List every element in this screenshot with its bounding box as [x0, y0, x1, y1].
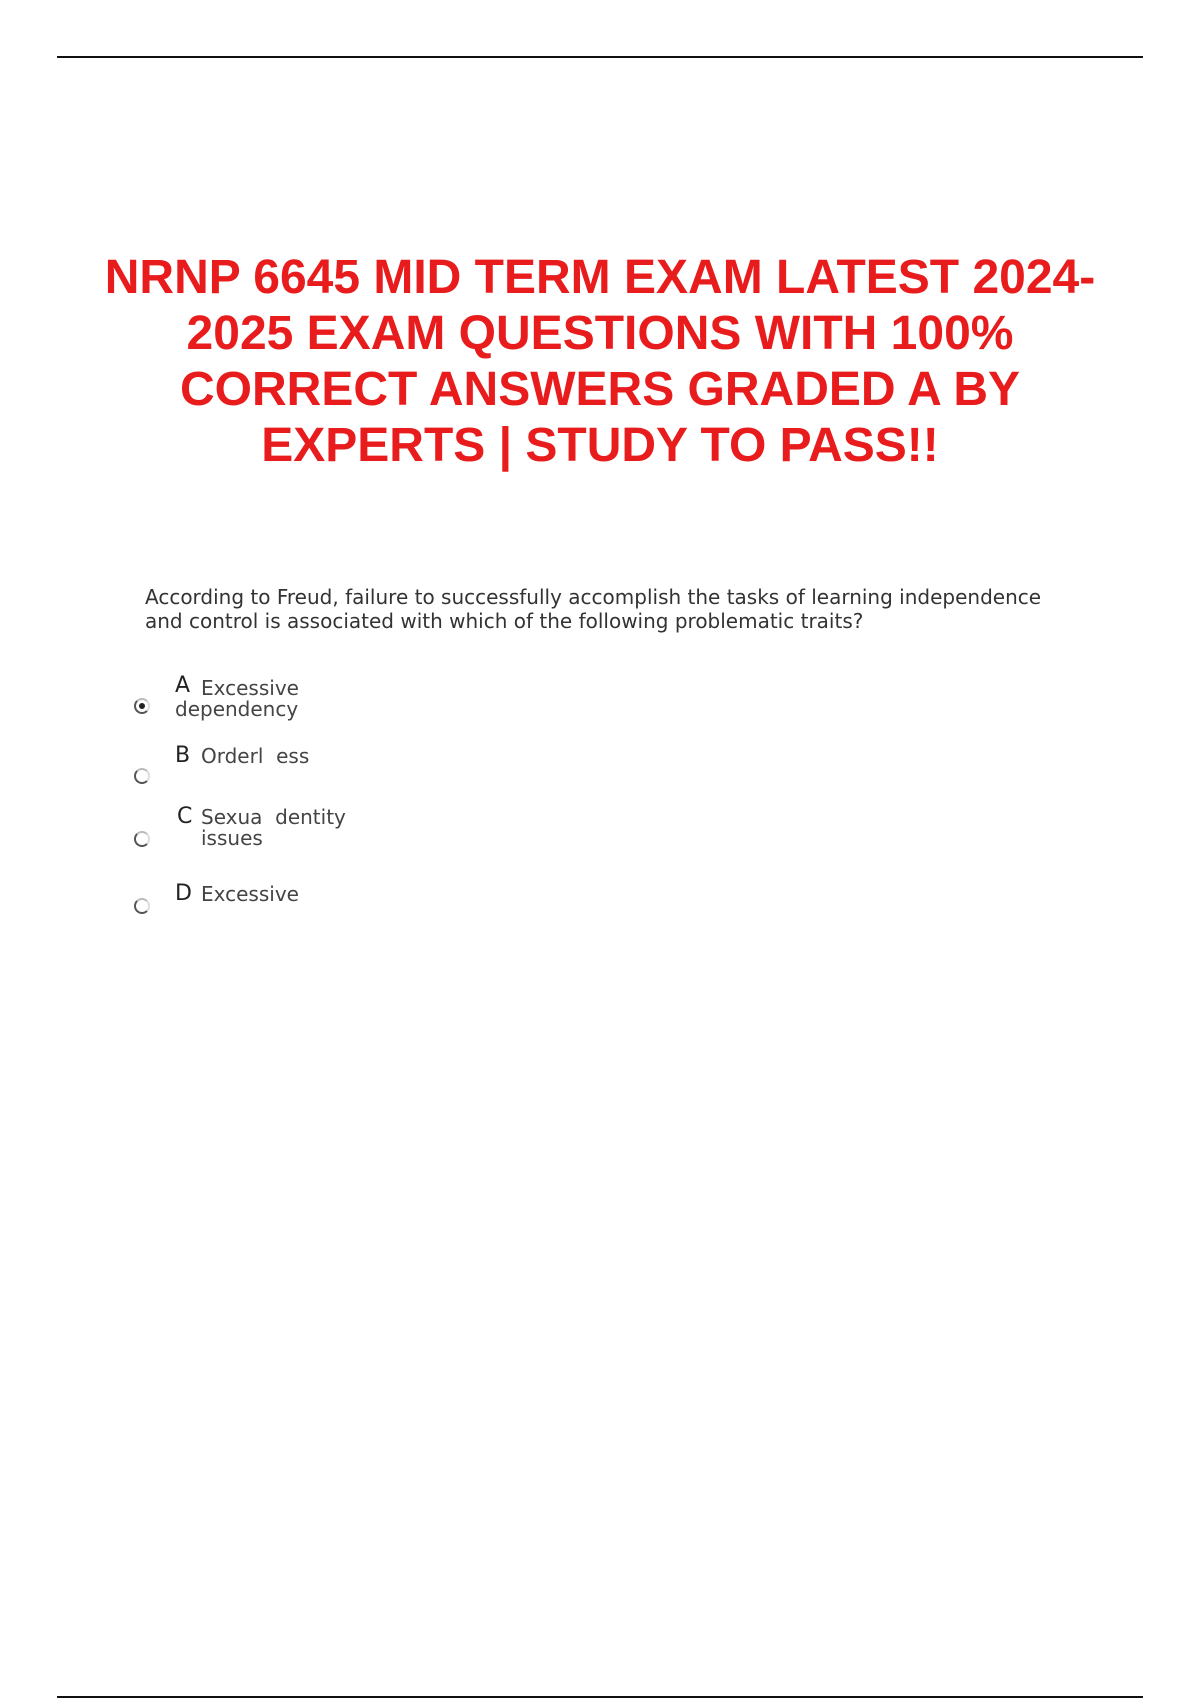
- question-text: According to Freud, failure to successfully accomplish the tasks of learning independence and control is associated with which of the following problematic traits?: [145, 585, 1042, 633]
- option-text: Excessive dependency: [175, 676, 299, 721]
- radio-icon[interactable]: [134, 898, 150, 914]
- radio-selected-icon[interactable]: [134, 698, 150, 714]
- option-letter: B: [175, 743, 191, 768]
- bottom-rule: [57, 1696, 1143, 1698]
- top-rule: [57, 56, 1143, 58]
- radio-icon[interactable]: [134, 831, 150, 847]
- option-text: Orderl ess: [201, 744, 310, 768]
- option-text: Sexua dentity issues: [201, 805, 346, 850]
- option-letter: C: [177, 804, 193, 829]
- radio-icon[interactable]: [134, 768, 150, 784]
- document-title: NRNP 6645 MID TERM EXAM LATEST 2024-2025 EXAM QUESTIONS WITH 100% CORRECT ANSWERS GRADED A BY EXPERTS | STUDY TO PASS!!: [104, 251, 1096, 472]
- option-text: Excessive: [201, 882, 299, 906]
- option-letter: A: [175, 673, 191, 698]
- option-letter: D: [175, 881, 192, 906]
